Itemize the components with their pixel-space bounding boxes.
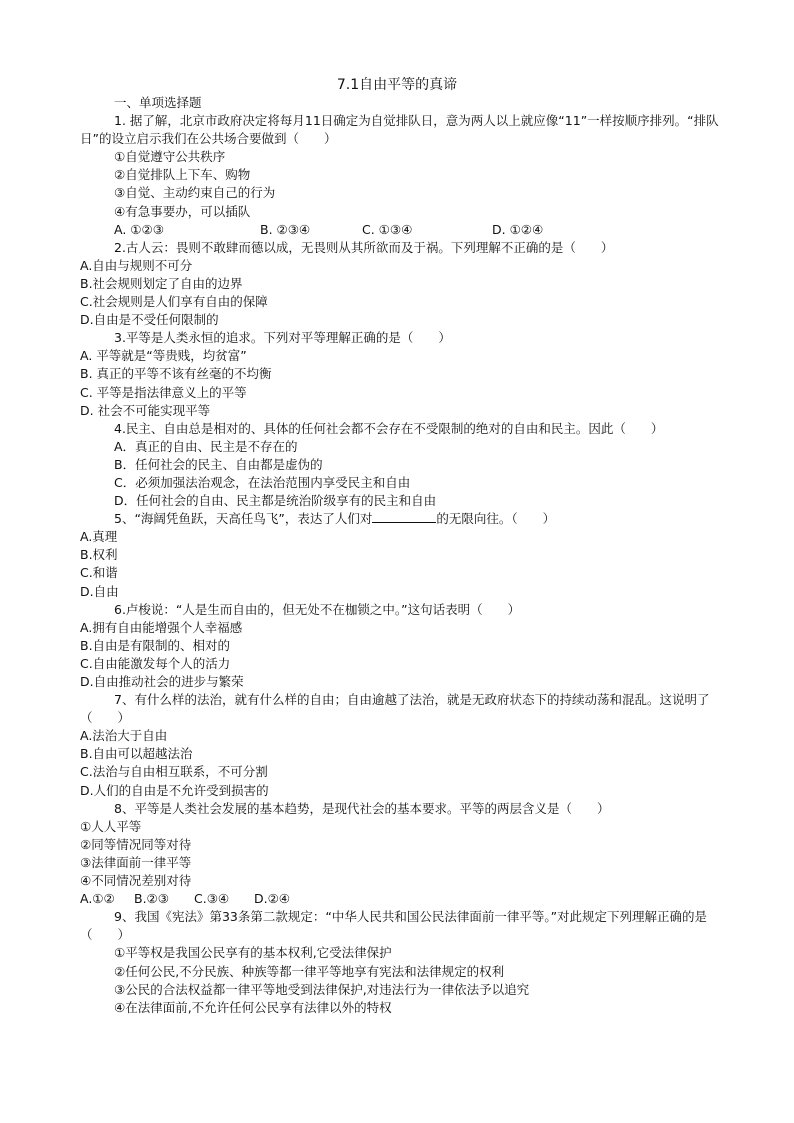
question-1-option-d[interactable]: D. ①②④ [492,221,544,237]
question-1-options [80,221,720,239]
section-heading: 一、单项选择题 [114,95,202,110]
question-8-options [80,890,720,908]
question-5-stem-start: 5、“海阔凭鱼跃，天高任鸟飞”，表达了人们对 [114,511,373,527]
page-title: 7.1自由平等的真谛 [336,77,458,93]
answer-blank[interactable] [372,510,436,523]
question-3-option-b[interactable]: B. 真正的平等不该有丝毫的不均衡 [80,366,272,382]
question-9-stem: 9、我国《宪法》第33条第二款规定：“中华人民共和国公民法律面前一律平等。”对此规定下列理解正确的是（ ） [80,909,708,943]
question-9-item-2: ②任何公民,不分民族、种族等都一律平等地享有宪法和法律规定的权利 [114,963,505,979]
question-8-stem: 8、平等是人类社会发展的基本趋势，是现代社会的基本要求。平等的两层含义是（ ） [114,800,610,816]
question-7-option-d[interactable]: D.人们的自由是不允许受到损害的 [80,782,269,798]
question-2-option-a[interactable]: A.自由与规则不可分 [80,257,193,273]
question-6-option-b[interactable]: B.自由是有限制的、相对的 [80,637,231,653]
question-1-item-3: ③自觉、主动约束自己的行为 [114,185,276,201]
question-5-stem [80,510,720,528]
question-9-item-1: ①平等权是我国公民享有的基本权利,它受法律保护 [114,945,392,961]
question-1-stem: 1. 据了解，北京市政府决定将每月11日确定为自觉排队日，意为两人以上就应像“11”一样按顺序排列。“排队日”的设立启示我们在公共场合要做到（ ） [80,113,719,147]
question-3-option-c[interactable]: C. 平等是指法律意义上的平等 [80,384,247,400]
question-6-option-d[interactable]: D.自由推动社会的进步与繁荣 [80,674,244,689]
question-9-item-3: ③公民的合法权益都一律平等地受到法律保护,对违法行为一律依法予以追究 [114,981,530,997]
question-8-item-3: ③法律面前一律平等 [80,854,192,870]
question-3-option-a[interactable]: A. 平等就是“等贵贱，均贫富” [80,348,247,364]
question-5-option-c[interactable]: C.和谐 [80,565,118,581]
question-1-option-c[interactable]: C. ①③④ [362,221,413,237]
question-4-stem: 4.民主、自由总是相对的、具体的任何社会都不会存在不受限制的绝对的自由和民主。因此（ ） [114,420,664,436]
question-2-option-c[interactable]: C.社会规则是人们享有自由的保障 [80,294,268,310]
question-9-item-4: ④在法律面前,不允许任何公民享有法律以外的特权 [114,999,392,1015]
question-5-option-a[interactable]: A.真理 [80,529,118,545]
question-5-option-b[interactable]: B.权利 [80,547,118,563]
question-6-stem: 6.卢梭说：“人是生而自由的，但无处不在枷锁之中。”这句话表明（ ） [114,601,521,617]
question-8-option-a[interactable]: A.①② [80,891,115,907]
question-3-stem: 3.平等是人类永恒的追求。下列对平等理解正确的是（ ） [114,330,451,346]
question-1-option-a[interactable]: A. ①②③ [114,221,164,237]
question-1-item-2: ②自觉排队上下车、购物 [114,167,251,183]
question-4-option-b[interactable]: B．任何社会的民主、自由都是虚伪的 [114,456,323,472]
question-5-option-d[interactable]: D.自由 [80,583,119,599]
question-6-option-c[interactable]: C.自由能激发每个人的活力 [80,655,231,671]
question-2-stem: 2.古人云：畏则不敢肆而德以成，无畏则从其所欲而及于祸。下列理解不正确的是（ ） [114,239,614,255]
question-3-option-d[interactable]: D. 社会不可能实现平等 [80,402,211,418]
question-2-option-d[interactable]: D.自由是不受任何限制的 [80,312,219,328]
question-8-option-b[interactable]: B.②③ [134,891,169,907]
question-8-option-d[interactable]: D.②④ [254,891,291,907]
question-8-item-1: ①人人平等 [80,818,142,834]
question-4-option-a[interactable]: A．真正的自由、民主是不存在的 [114,438,298,454]
question-7-option-b[interactable]: B.自由可以超越法治 [80,746,193,762]
question-6-option-a[interactable]: A.拥有自由能增强个人幸福感 [80,619,243,635]
question-8-item-2: ②同等情况同等对待 [80,836,192,852]
question-7-option-c[interactable]: C.法治与自由相互联系，不可分割 [80,764,268,780]
question-5-stem-end: 的无限向往。（ ） [436,511,556,527]
question-8-item-4: ④不同情况差别对待 [80,873,192,889]
question-4-option-d[interactable]: D．任何社会的自由、民主都是统治阶级享有的民主和自由 [114,493,437,509]
question-1-item-1: ①自觉遵守公共秩序 [114,149,226,165]
question-2-option-b[interactable]: B.社会规则划定了自由的边界 [80,275,243,291]
question-7-option-a[interactable]: A.法治大于自由 [80,728,168,744]
question-7-stem: 7、有什么样的法治，就有什么样的自由；自由逾越了法治，就是无政府状态下的持续动荡和混乱。这说明了（ ） [80,692,710,726]
question-1-item-4: ④有急事要办，可以插队 [114,203,251,219]
question-1-option-b[interactable]: B. ②③④ [260,221,311,237]
document-body [80,94,720,1017]
question-4-option-c[interactable]: C．必须加强法治观念，在法治范围内享受民主和自由 [114,474,411,490]
question-8-option-c[interactable]: C.③④ [194,891,230,907]
